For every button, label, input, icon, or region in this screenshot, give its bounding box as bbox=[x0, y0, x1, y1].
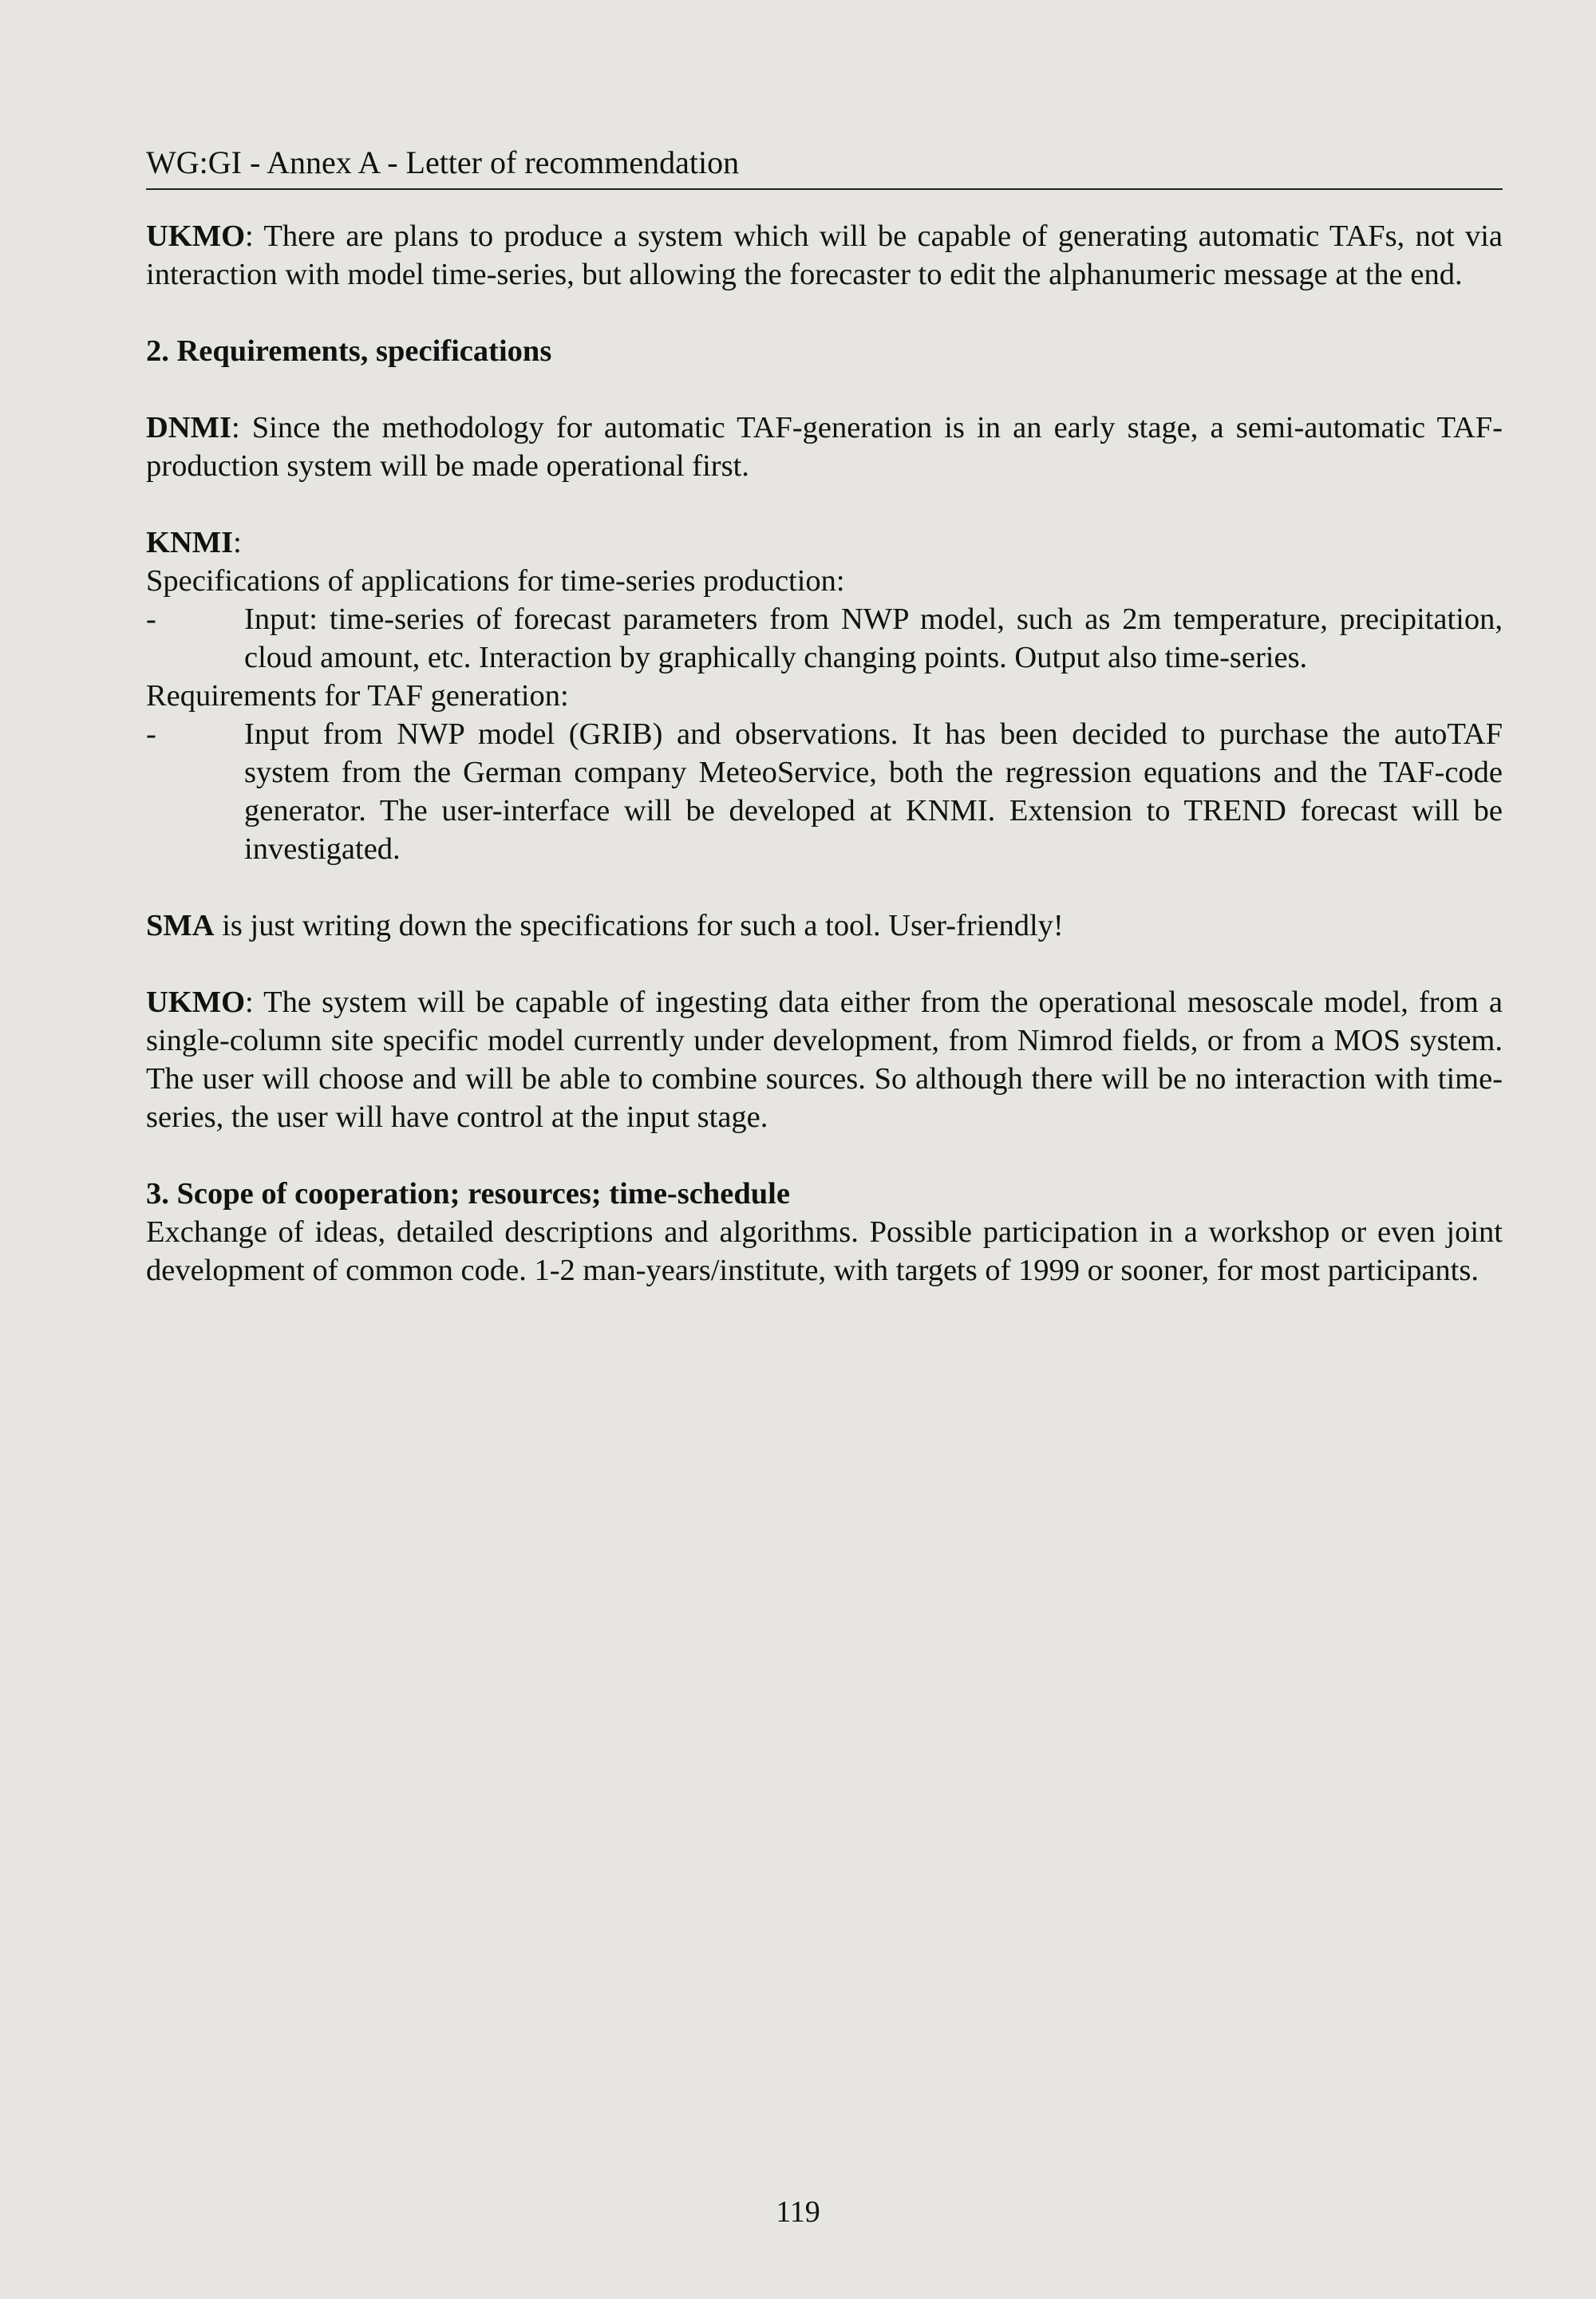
sma-text: is just writing down the specifications for such a tool. User-friendly! bbox=[214, 909, 1064, 942]
page-content bbox=[146, 144, 1503, 1290]
ukmo-label: UKMO bbox=[146, 986, 246, 1019]
knmi-label-line bbox=[146, 523, 1503, 562]
section-3-heading: 3. Scope of cooperation; resources; time-schedule bbox=[146, 1177, 790, 1211]
dnmi-label: DNMI bbox=[146, 411, 231, 444]
sma-label: SMA bbox=[146, 909, 215, 942]
sma-paragraph bbox=[146, 907, 1503, 945]
ukmo-paragraph-2 bbox=[146, 983, 1503, 1136]
ukmo-label: UKMO bbox=[146, 219, 246, 253]
dnmi-text: : Since the methodology for automatic TAF-generation is in an early stage, a semi-automatic TAF-production system will be made operational first. bbox=[146, 411, 1503, 483]
ukmo-text: : The system will be capable of ingesting data either from the operational mesoscale model, from a single-column site specific model currently under development, from Nimrod fields, or from a MOS system. The user will choose and will be able to combine sources. So although there will be no interaction with time-series, the user will have control at the input stage. bbox=[146, 986, 1503, 1134]
ukmo-text: : There are plans to produce a system which will be capable of generating automatic TAFs, not via interaction with model time-series, but allowing the forecaster to edit the alphanumeric message at the end. bbox=[146, 219, 1503, 291]
list-item-text: Input from NWP model (GRIB) and observations. It has been decided to purchase the autoTAF system from the German company MeteoService, both the regression equations and the TAF-code generator. The user-interface will be developed at KNMI. Extension to TREND forecast will be investigated. bbox=[244, 717, 1503, 866]
dnmi-paragraph bbox=[146, 409, 1503, 485]
page-number: 119 bbox=[776, 2195, 820, 2229]
knmi-colon: : bbox=[233, 526, 242, 559]
list-item-text: Input: time-series of forecast parameters from NWP model, such as 2m temperature, precipitation, cloud amount, etc. Interaction by graphically changing points. Output also time-series. bbox=[244, 602, 1503, 674]
ukmo-paragraph-1 bbox=[146, 217, 1503, 294]
running-header: WG:GI - Annex A - Letter of recommendation bbox=[146, 144, 1503, 190]
list-dash: - bbox=[146, 717, 156, 751]
section-3-text: Exchange of ideas, detailed descriptions and algorithms. Possible participation in a workshop or even joint development of common code. 1-2 man-years/institute, with targets of 1999 or sooner, for most participants. bbox=[146, 1215, 1503, 1287]
knmi-label: KNMI bbox=[146, 526, 234, 559]
knmi-spec-heading: Specifications of applications for time-series production: bbox=[146, 564, 845, 598]
knmi-req-item bbox=[146, 715, 1503, 868]
knmi-spec-item bbox=[146, 600, 1503, 677]
knmi-req-heading: Requirements for TAF generation: bbox=[146, 679, 569, 713]
section-2-heading: 2. Requirements, specifications bbox=[146, 334, 552, 368]
list-dash: - bbox=[146, 602, 156, 636]
